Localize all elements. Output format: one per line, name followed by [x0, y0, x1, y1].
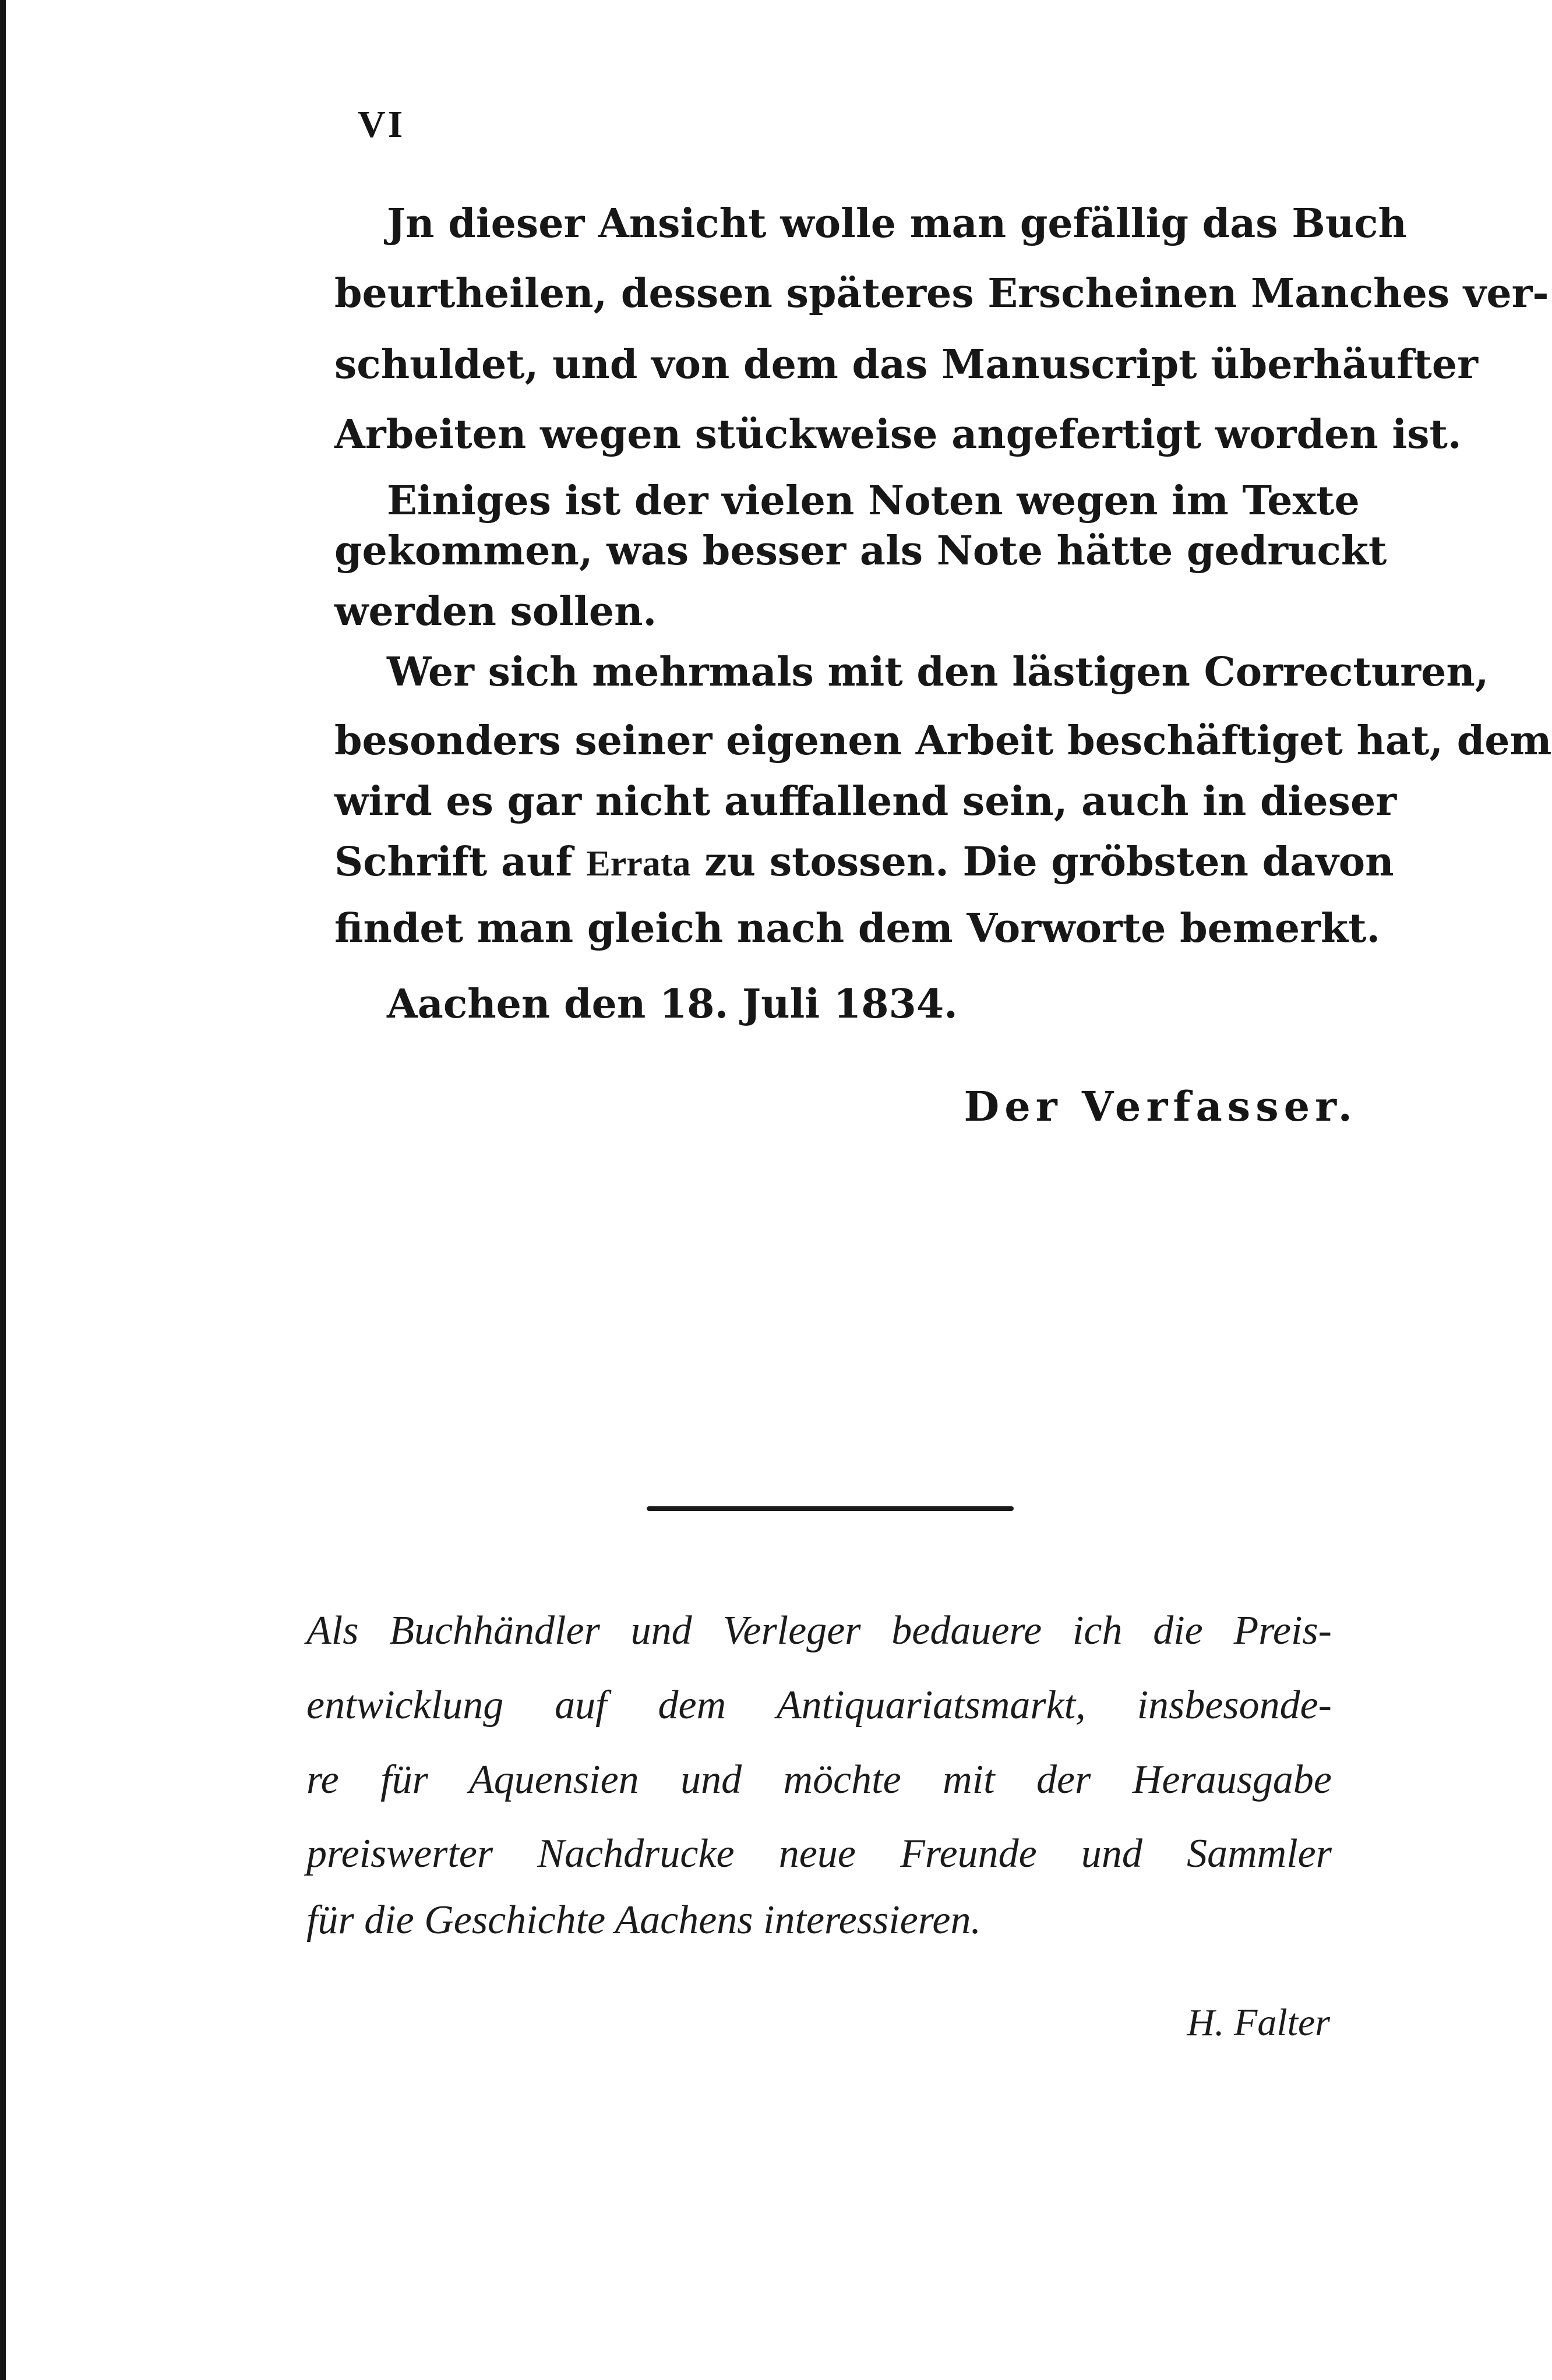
preface-line: Wer sich mehrmals mit den lästigen Correcturen, — [387, 649, 1489, 695]
section-divider — [647, 1506, 1014, 1511]
preface-line: schuldet, und von dem das Manuscript überhäufter — [334, 341, 1479, 388]
preface-line: wird es gar nicht auffallend sein, auch in dieser — [334, 778, 1397, 825]
preface-line: findet man gleich nach dem Vorworte bemerkt. — [334, 905, 1381, 952]
preface-line: werden sollen. — [334, 588, 657, 635]
preface-line: Arbeiten wegen stückweise angefertigt worden ist. — [334, 411, 1462, 458]
errata-word: Errata — [586, 844, 691, 884]
page-number: VI — [358, 103, 405, 146]
preface-line: beurtheilen, dessen späteres Erscheinen Manches ver- — [334, 270, 1549, 317]
author-signature: Der Verfasser. — [964, 1082, 1357, 1131]
preface-line-start: Schrift auf — [334, 839, 573, 885]
preface-line — [334, 839, 1394, 885]
preface-line-end: zu stossen. Die gröbsten davon — [704, 839, 1394, 885]
page-edge — [0, 0, 6, 2380]
publisher-note-line: re für Aquensien und möchte mit der Herausgabe — [306, 1757, 1332, 1802]
preface-date-line: Aachen den 18. Juli 1834. — [387, 981, 958, 1027]
publisher-signature: H. Falter — [1187, 2001, 1330, 2044]
publisher-note-line: entwicklung auf dem Antiquariatsmarkt, insbesonde- — [306, 1683, 1332, 1728]
preface-line: besonders seiner eigenen Arbeit beschäftiget hat, dem — [334, 718, 1552, 764]
preface-line: Jn dieser Ansicht wolle man gefällig das Buch — [387, 200, 1407, 247]
preface-line: Einiges ist der vielen Noten wegen im Texte — [387, 478, 1360, 524]
preface-line: gekommen, was besser als Note hätte gedruckt — [334, 528, 1387, 574]
publisher-note-line: Als Buchhändler und Verleger bedauere ich die Preis- — [306, 1608, 1332, 1653]
publisher-note-line: preiswerter Nachdrucke neue Freunde und Sammler — [306, 1831, 1332, 1876]
publisher-note-line: für die Geschichte Aachens interessieren. — [306, 1898, 981, 1943]
